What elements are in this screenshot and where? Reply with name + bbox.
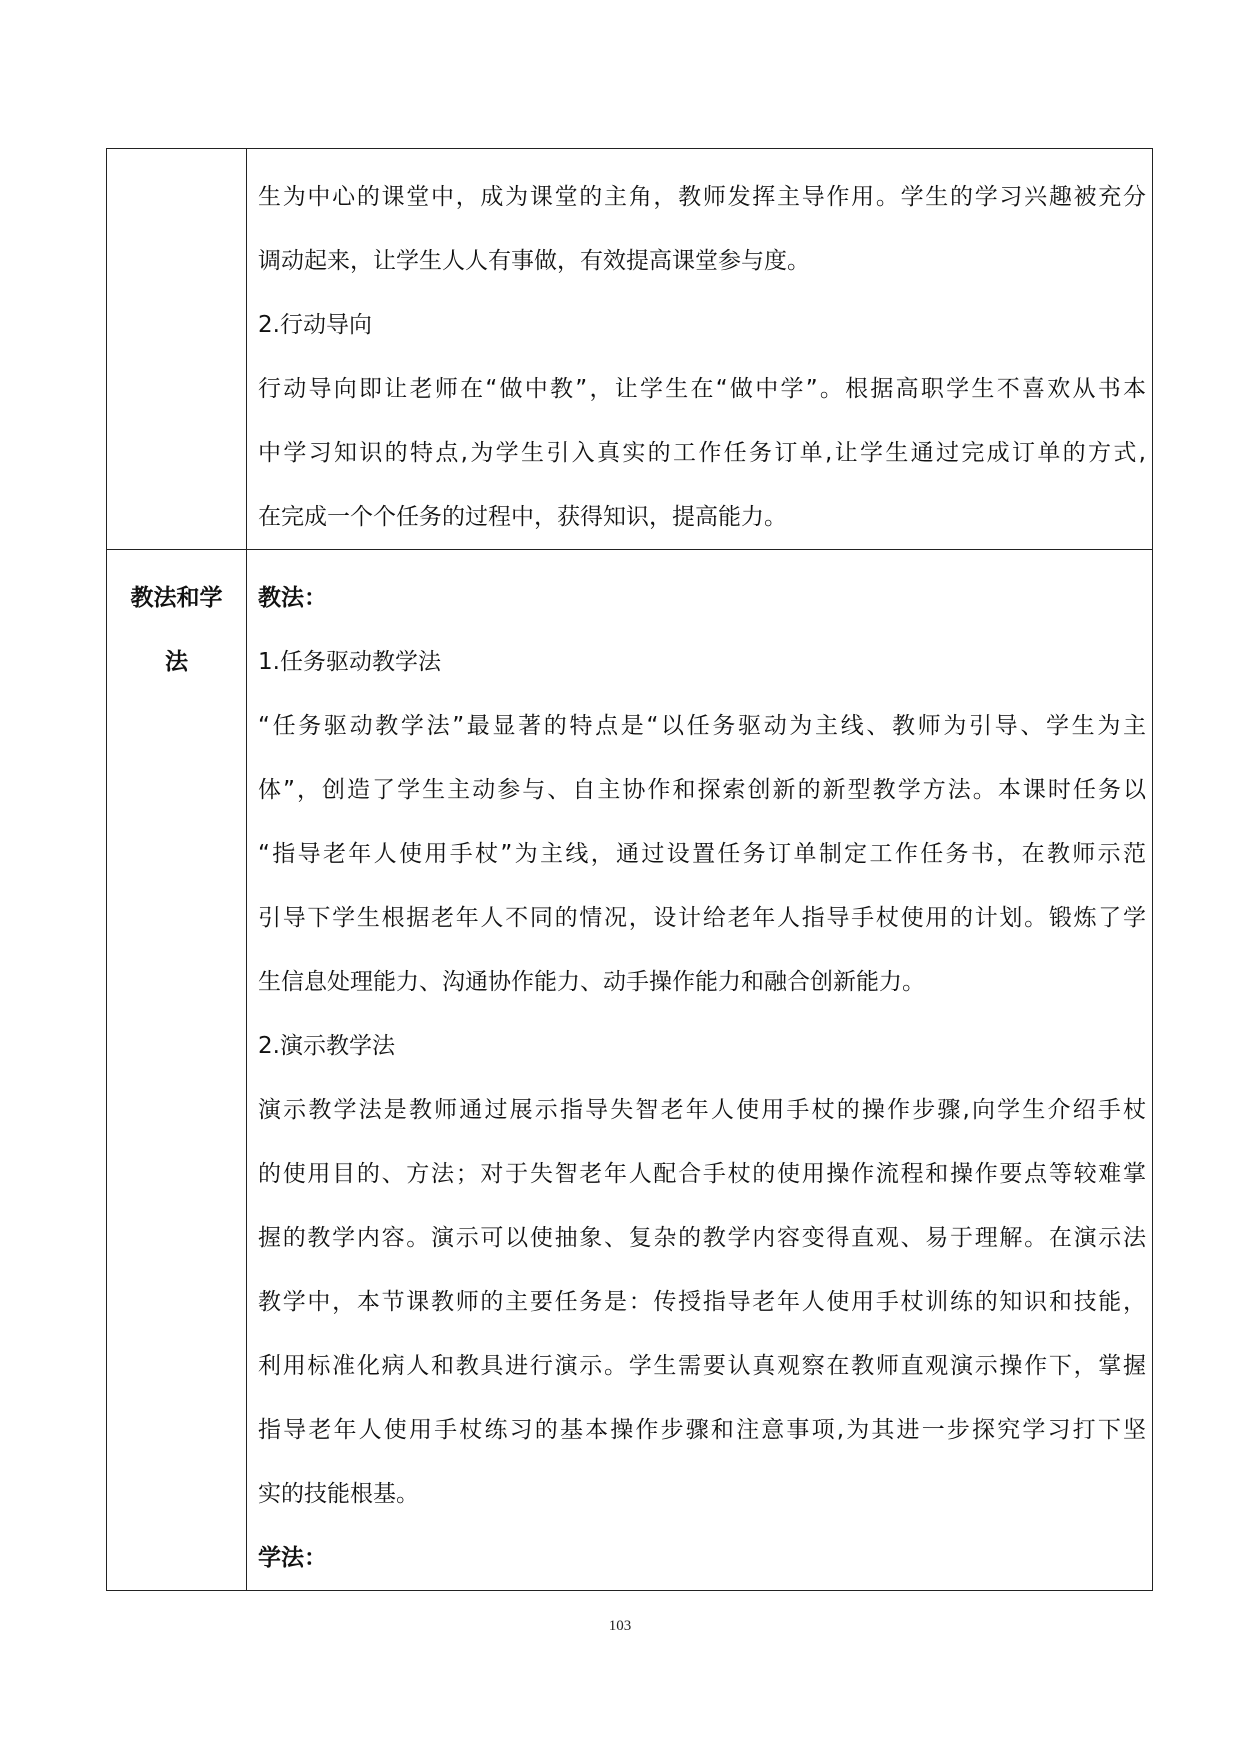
lesson-plan-table bbox=[106, 148, 1153, 1591]
paragraph-line: “指导老年人使用手杖”为主线，通过设置任务订单制定工作任务书，在教师示范 bbox=[258, 841, 1146, 867]
row-content-cell bbox=[247, 149, 1153, 550]
section-heading: 1.任务驱动教学法 bbox=[258, 649, 441, 675]
paragraph-line: “任务驱动教学法”最显著的特点是“以任务驱动为主线、教师为引导、学生为主 bbox=[258, 713, 1146, 739]
paragraph-line: 调动起来，让学生人人有事做，有效提高课堂参与度。 bbox=[258, 248, 810, 274]
row-content bbox=[247, 149, 1152, 549]
paragraph-line: 握的教学内容。演示可以使抽象、复杂的教学内容变得直观、易于理解。在演示法 bbox=[258, 1225, 1146, 1251]
paragraph-line: 体”，创造了学生主动参与、自主协作和探索创新的新型教学方法。本课时任务以 bbox=[258, 777, 1146, 803]
paragraph-line: 指导老年人使用手杖练习的基本操作步骤和注意事项,为其进一步探究学习打下坚 bbox=[258, 1417, 1146, 1443]
paragraph-line: 生为中心的课堂中，成为课堂的主角，教师发挥主导作用。学生的学习兴趣被充分 bbox=[258, 184, 1146, 210]
section-title: 教法： bbox=[258, 585, 327, 611]
page-number: 103 bbox=[608, 1618, 632, 1634]
row-content bbox=[247, 550, 1152, 1590]
row-label bbox=[107, 550, 246, 694]
table-row bbox=[107, 550, 1153, 1591]
table-row bbox=[107, 149, 1153, 550]
paragraph-line: 行动导向即让老师在“做中教”，让学生在“做中学”。根据高职学生不喜欢从书本 bbox=[258, 376, 1146, 402]
row-label-cell bbox=[107, 149, 247, 550]
section-heading: 2.行动导向 bbox=[258, 312, 372, 338]
row-label bbox=[107, 149, 246, 165]
paragraph-line: 利用标准化病人和教具进行演示。学生需要认真观察在教师直观演示操作下，掌握 bbox=[258, 1353, 1146, 1379]
paragraph-line: 中学习知识的特点,为学生引入真实的工作任务订单,让学生通过完成订单的方式, bbox=[258, 440, 1146, 466]
paragraph-line: 的使用目的、方法；对于失智老年人配合手杖的使用操作流程和操作要点等较难掌 bbox=[258, 1161, 1146, 1187]
paragraph-line: 引导下学生根据老年人不同的情况，设计给老年人指导手杖使用的计划。锻炼了学 bbox=[258, 905, 1146, 931]
paragraph-line: 实的技能根基。 bbox=[258, 1481, 419, 1507]
paragraph-line: 教学中，本节课教师的主要任务是：传授指导老年人使用手杖训练的知识和技能， bbox=[258, 1289, 1146, 1315]
paragraph-line: 演示教学法是教师通过展示指导失智老年人使用手杖的操作步骤,向学生介绍手杖 bbox=[258, 1097, 1146, 1123]
paragraph-line: 在完成一个个任务的过程中，获得知识，提高能力。 bbox=[258, 504, 787, 530]
paragraph-line: 生信息处理能力、沟通协作能力、动手操作能力和融合创新能力。 bbox=[258, 969, 925, 995]
section-heading: 2.演示教学法 bbox=[258, 1033, 395, 1059]
row-label-cell bbox=[107, 550, 247, 1591]
row-label-line: 法 bbox=[165, 649, 188, 675]
row-label-line: 教法和学 bbox=[130, 585, 223, 611]
row-content-cell bbox=[247, 550, 1153, 1591]
section-title: 学法： bbox=[258, 1545, 327, 1571]
